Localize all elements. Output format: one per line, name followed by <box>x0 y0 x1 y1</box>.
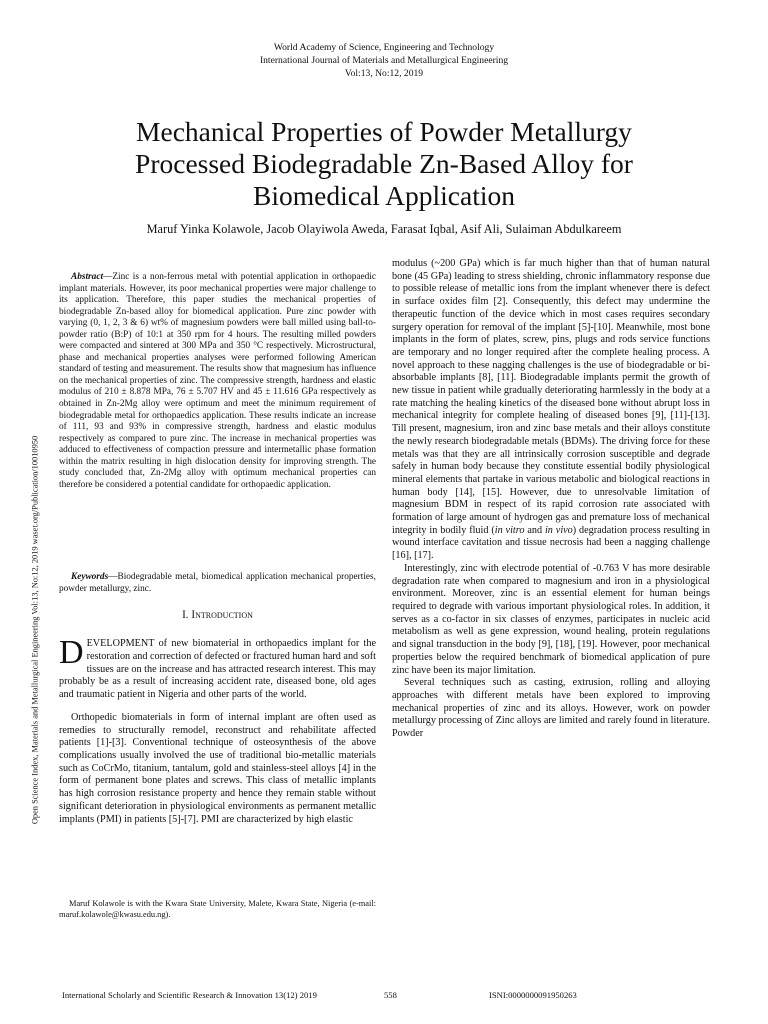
italic-term: in vivo <box>544 524 573 536</box>
drop-cap: D <box>59 634 84 672</box>
side-index-strip <box>28 345 42 915</box>
paper-title-line: Processed Biodegradable Zn-Based Alloy for <box>135 148 633 179</box>
paper-title <box>40 116 728 212</box>
paper-title-line: Biomedical Application <box>253 180 515 211</box>
intro-body <box>59 628 376 836</box>
journal-header <box>0 41 768 80</box>
section-number: I. <box>182 609 192 621</box>
journal-header-line: Vol:13, No:12, 2019 <box>344 68 424 79</box>
body-text: ) degradation process resulting in wound interface cavitation and tissue necrosis had been a nagging challenge [16], [17]. <box>392 524 710 562</box>
author-list: Maruf Yinka Kolawole, Jacob Olayiwola Aweda, Farasat Iqbal, Asif Ali, Sulaiman Abdulkareem <box>146 222 622 236</box>
section-title: Introduction <box>191 609 253 621</box>
author-footnote: Maruf Kolawole is with the Kwara State University, Malete, Kwara State, Nigeria (e-mail: maruf.kolawole@kwasu.edu.ng). <box>59 899 376 919</box>
body-paragraph: Several techniques such as casting, extrusion, rolling and alloying approaches with different metals have been explored to improving mechanical properties of zinc and its alloys. However, work on powder metallurgy processing of Zinc alloys are limited and rarely found in literature. Powder <box>392 677 710 740</box>
footer-publisher: International Scholarly and Scientific Research & Innovation 13(12) 2019 <box>62 990 317 1000</box>
keywords <box>59 572 376 595</box>
intro-paragraph: Orthopedic biomaterials in form of internal implant are often used as remedies to structurally remodel, reconstruct and rehabilitate affected patients [1]-[3]. Conventional technique of osteosynthesis of the above complications usually involved the use of traditional bio-metallic materials such as CoCrMo, titanium, tantalum, gold and stainless-steel alloys [4] in the form of permanent bone plates and screws. This class of metallic implants has high corrosion resistance property and hence they remain stable without significant deterioration in physiological environments as permanent metallic implants (PMI) in patients [5]-[7]. PMI are characterized by high elastic <box>59 711 376 825</box>
body-text: modulus (~200 GPa) which is far much higher than that of human natural bone (45 GPa) leading to stress shielding, chronic inflammatory response due to possible release of metallic ions from the implant whenever there is defect in surface oxides film [2]. Consequently, this defect may undermine the therapeutic function of the device which in most cases requires secondary surgery operation for removal of the implant [5]-[10]. Meanwhile, most bone implants in the form of plates, screw, pins, plugs and rods service functions are temporary and no longer required after the complete healing process. A novel approach to these nagging challenges is the use of biodegradable or bi-absorbable implants [8], [11]. Biodegradable implants permit the growth of new tissue in patient while gradually deteriorating harmlessly in the body at a rate matching the healing kinetics of the diseased bone without abrupt loss in mechanical integrity for complete healing of diseased bones [9], [11]-[13]. Till present, magnesium, iron and zinc base metals and their alloys constitute the newly research biodegradable metals (BDMs). The driving force for these metals was that they are all intrinsically corrosion susceptible and degrade safely in human body because they constitute essential bodily physiological mineral elements that partake in various metabolic and biological reactions in human body [14], [15]. However, due to unresolvable limitation of magnesium BDM in respect of its rapid corrosion rate associated with formation of large amount of hydrogen gas and premature loss of mechanical integrity in bodily fluid ( <box>392 258 710 536</box>
keywords-label: Keywords <box>71 572 109 582</box>
journal-header-line: International Journal of Materials and Metallurgical Engineering <box>259 55 509 66</box>
footer-page-number: 558 <box>384 990 397 1000</box>
abstract <box>59 272 376 491</box>
abstract-text: —Zinc is a non-ferrous metal with potential application in orthopaedic implant materials. However, its poor mechanical properties were major challenge to its application. Therefore, this paper studies the mechanical properties of biodegradable Zn-based alloy for biomedical application. Pure zinc powder with varying (0, 1, 2, 3 & 6) wt% of magnesium powders were ball milled using ball-to-powder ratio (B:P) of 10:1 at 350 rpm for 4 hours. The resulting milled powders were compacted and sintered at 300 MPa and 350 °C respectively. Microstructural, phase and mechanical properties analyses were performed following American standard of testing and measurement. The results show that magnesium has influence on the mechanical properties of zinc. The compressive strength, hardness and elastic modulus of 210 ± 8.878 MPa, 76 ± 5.707 HV and 45 ± 11.616 GPa respectively as obtained in Zn-2Mg alloy were optimum and meet the minimum requirement of biodegradable metal for orthopaedics application. These results indicate an increase of 111, 93 and 93% in compressive strength, hardness and elastic modulus respectively as compared to pure zinc. The increase in mechanical properties was adduced to effectiveness of compaction pressure and intermetallic phase formation within the matrix resulting in high dislocation density for improving strength. The study concluded that, Zn-2Mg alloy with optimum mechanical properties can therefore be considered a potential candidate for orthopaedic application. <box>59 272 376 490</box>
body-text: and <box>524 524 545 536</box>
right-column-body <box>392 258 710 741</box>
section-heading <box>59 609 376 621</box>
intro-paragraph-text: EVELOPMENT of new biomaterial in orthopaedics implant for the restoration and correction of defected or fractured human hard and soft tissues are on the increase and has attracted research interest. This may probably be as a result of increasing accident rate, diseased bone, old ages and traumatic patient in Nigeria and other parts of the world. <box>59 638 376 700</box>
footer-isni: ISNI:0000000091950263 <box>489 990 577 1000</box>
intro-paragraph <box>59 634 376 702</box>
side-index-text: Open Science Index, Materials and Metallurgical Engineering Vol:13, No:12, 2019 waset.org/Publication/10010950 <box>30 435 40 825</box>
body-paragraph <box>392 258 710 563</box>
journal-header-line: World Academy of Science, Engineering and Technology <box>273 42 495 53</box>
body-paragraph: Interestingly, zinc with electrode potential of -0.763 V has more desirable degradation rate when compared to magnesium and iron in a physiological environment. Moreover, zinc is an essential element for human beings required to degrade with various important physiological roles. In addition, it serves as a co-factor in six classes of enzymes, participates in nucleic acid metabolism as well as gene expression, wound healing, protein regulations and signal transduction in the body [9], [18], [19]. However, poor mechanical properties below the required benchmark of biomedical application of pure zinc have been its major limitation. <box>392 562 710 676</box>
italic-term: in vitro <box>494 524 525 536</box>
keywords-text: —Biodegradable metal, biomedical application mechanical properties, powder metallurgy, zinc. <box>59 572 376 594</box>
paper-title-line: Mechanical Properties of Powder Metallurgy <box>136 116 632 147</box>
abstract-label: Abstract <box>71 272 104 282</box>
